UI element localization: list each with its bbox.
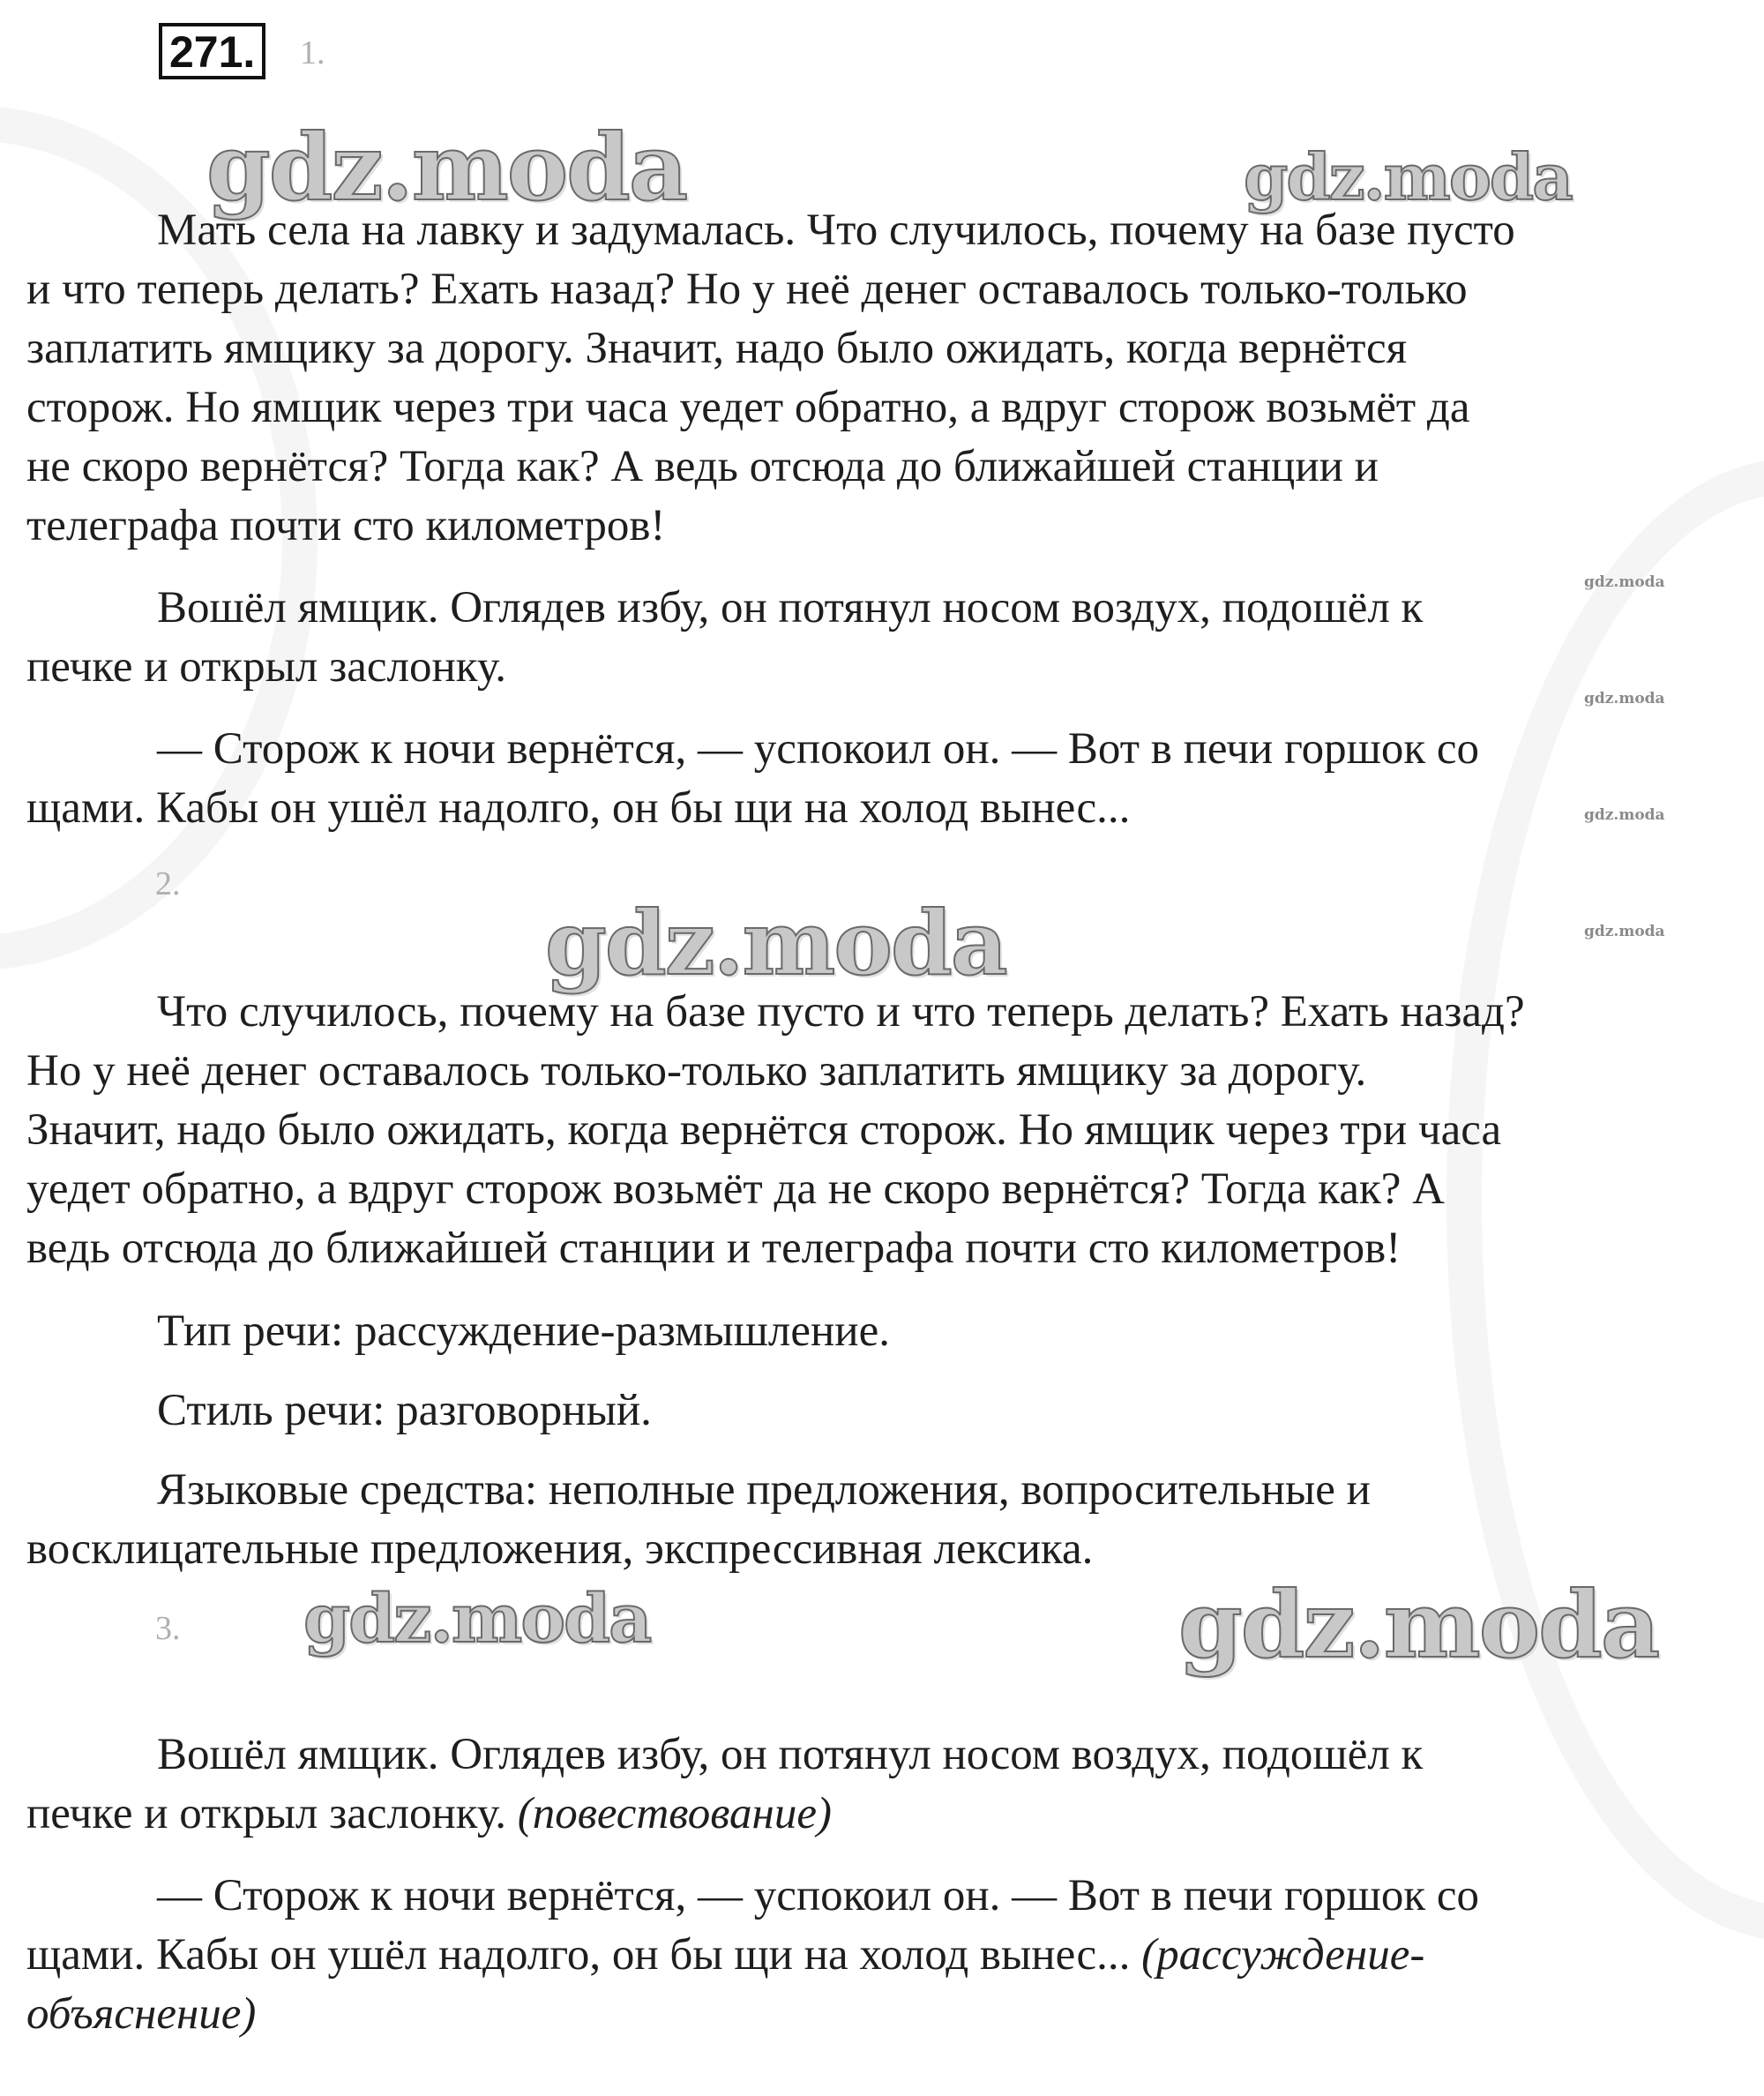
watermark-logo: gdz.moda [1244,139,1572,214]
part-number-1: 1. [300,34,325,71]
paragraph: Тип речи: рассуждение-размышление. [157,1306,890,1356]
watermark-logo: gdz.moda [1178,1570,1659,1679]
paragraph: Стиль речи: разговорный. [157,1386,652,1435]
part-number-2: 2. [155,865,181,902]
watermark-logo: gdz.moda [206,113,687,221]
watermark-small: gdz.moda [1584,573,1665,591]
task-number: 271. [159,23,265,79]
paragraph: Языковые средства: неполные предложения, вопросительные и восклицательные предложения, экспрессивная лексика. [26,1465,1371,1574]
text-type-note: (рассуждение- объяснение) [26,1930,1425,2039]
paragraph: Вошёл ямщик. Оглядев избу, он потянул носом воздух, подошёл к печке и открыл заслонку. [26,583,1424,692]
paragraph-text: Вошёл ямщик. Оглядев избу, он потянул носом воздух, подошёл к печке и открыл заслонку. [26,1730,1424,1838]
watermark-logo: gdz.moda [545,891,1006,995]
paragraph [26,1867,1738,2044]
watermark-small: gdz.moda [1584,690,1665,707]
watermark-small: gdz.moda [1584,806,1665,824]
part-number-3: 3. [155,1610,181,1647]
paragraph [26,1725,1738,1844]
watermark-small: gdz.moda [1584,923,1665,940]
paragraph: — Сторож к ночи вернётся, — успокоил он. — Вот в печи горшок со щами. Кабы он ушёл надолго, он бы щи на холод вынес... [26,724,1480,833]
paragraph-text: — Сторож к ночи вернётся, — успокоил он. — Вот в печи горшок со щами. Кабы он ушёл надолго, он бы щи на холод вынес... [26,1871,1480,1980]
paragraph: Мать села на лавку и задумалась. Что случилось, почему на базе пусто и что теперь делать? Ехать назад? Но у неё денег оставалось только-только заплатить ямщику за дорогу. Значит, надо было ожидать, когда вернётся сторож. Но ямщик через три часа уедет обратно, а вдруг сторож возьмёт да не скоро вернётся? Тогда как? А ведь отсюда до ближайшей станции и телеграфа почти сто километров! [26,206,1515,550]
paragraph: Что случилось, почему на базе пусто и что теперь делать? Ехать назад? Но у неё денег оставалось только-только заплатить ямщику за дорогу. Значит, надо было ожидать, когда вернётся сторож. Но ямщик через три часа уедет обратно, а вдруг сторож возьмёт да не скоро вернётся? Тогда как? А ведь отсюда до ближайшей станции и телеграфа почти сто километров! [26,987,1525,1273]
watermark-logo: gdz.moda [303,1579,651,1658]
text-type-note: (повествование) [517,1789,832,1838]
